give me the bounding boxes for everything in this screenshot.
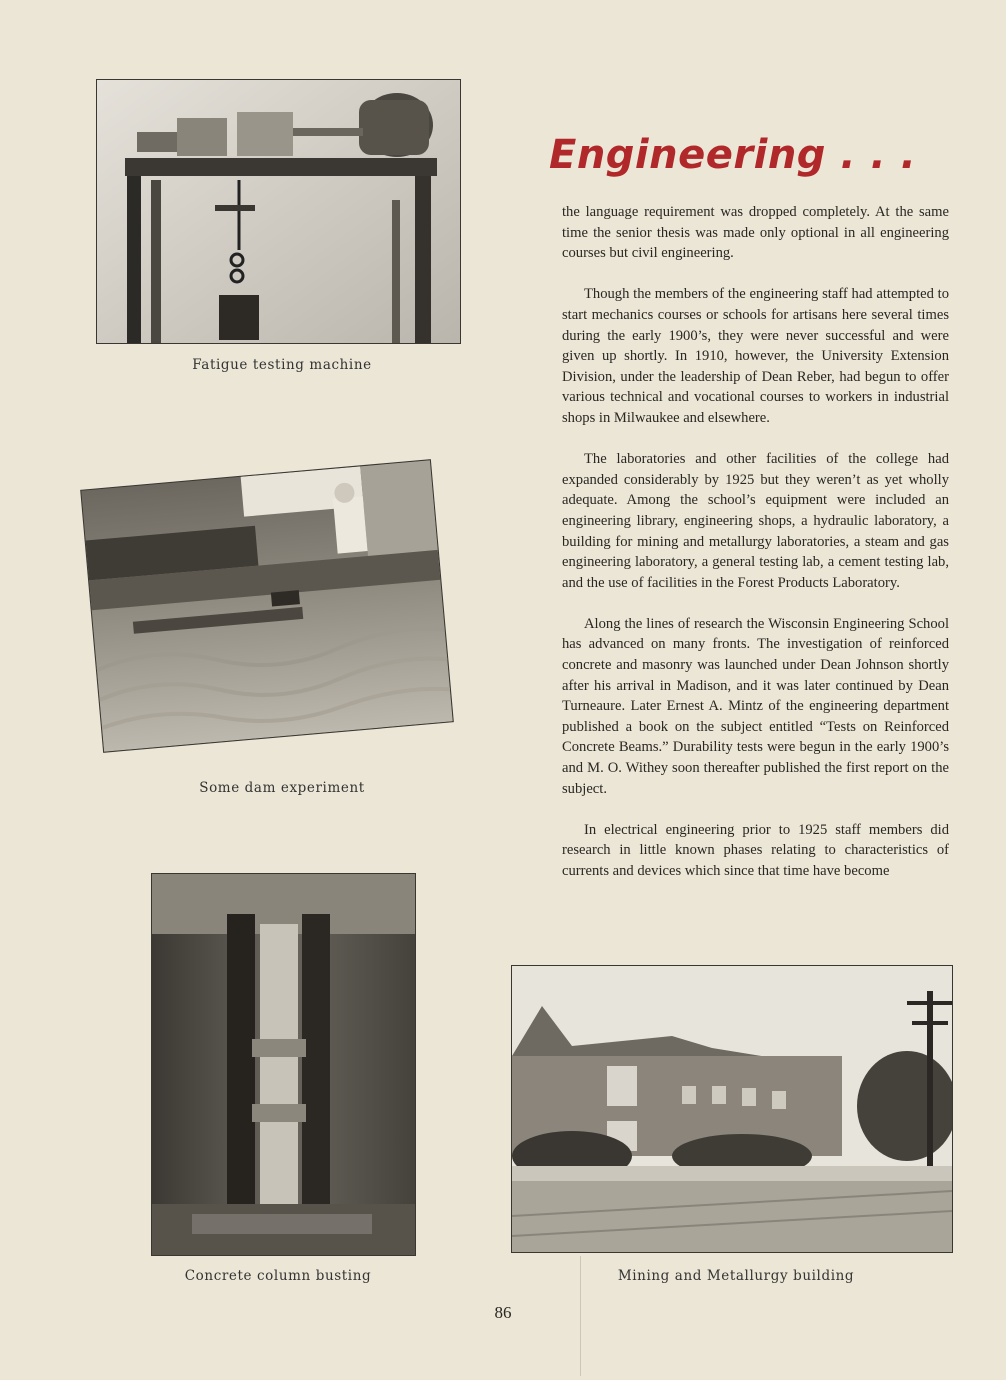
paragraph: In electrical engineering prior to 1925 staff members did research in little known phases relating to characteristics of currents and devices which since that time have become <box>562 821 949 879</box>
photo-dam-experiment <box>81 460 453 752</box>
page-number: 86 <box>494 1303 512 1322</box>
caption-fatigue-testing-machine: Fatigue testing machine <box>192 357 372 373</box>
paragraph: The laboratories and other facilities of the college had expanded considerably by 1925 but they weren’t as yet wholly adequate. Among the school’s equipment were included an engineering library, engineering shops, a hydraulic laboratory, a building for mining and metallurgy laboratories, a steam and gas engineering laboratory, a general testing lab, a cement testing lab, and the use of facilities in the Forest Products Laboratory. <box>562 451 949 591</box>
caption-dam-experiment: Some dam experiment <box>199 780 365 796</box>
photo-concrete-column-busting <box>152 874 415 1255</box>
paragraph: the language requirement was dropped completely. At the same time the senior thesis was made only optional in all engineering courses but civil engineering. <box>562 204 949 262</box>
paragraph: Along the lines of research the Wisconsin Engineering School has advanced on many fronts. The investigation of reinforced concrete and masonry was launched under Dean Johnson shortly after his arrival in Madison, and it was later continued by Dean Turneaure. Later Ernest A. Mintz of the engineering department published a book on the subject entitled “Tests on Reinforced Concrete Beams.” Durability tests were begun in the early 1900’s and M. O. Withey soon thereafter published the first report on the subject. <box>562 615 949 797</box>
caption-concrete-column-busting: Concrete column busting <box>184 1268 372 1284</box>
page-title: Engineering . . . <box>549 132 917 178</box>
photo-fatigue-testing-machine <box>97 80 460 343</box>
caption-mining-metallurgy-building: Mining and Metallurgy building <box>617 1268 855 1284</box>
photo-mining-metallurgy-building <box>512 966 952 1252</box>
article-body <box>562 202 949 902</box>
paragraph: Though the members of the engineering staff had attempted to start mechanics courses or schools for artisans here several times during the early 1900’s, they were never successful and were given up shortly. In 1910, however, the University Extension Division, under the leadership of Dean Reber, had begun to offer various technical and vocational courses to workers in industrial shops in Milwaukee and elsewhere. <box>562 286 949 426</box>
